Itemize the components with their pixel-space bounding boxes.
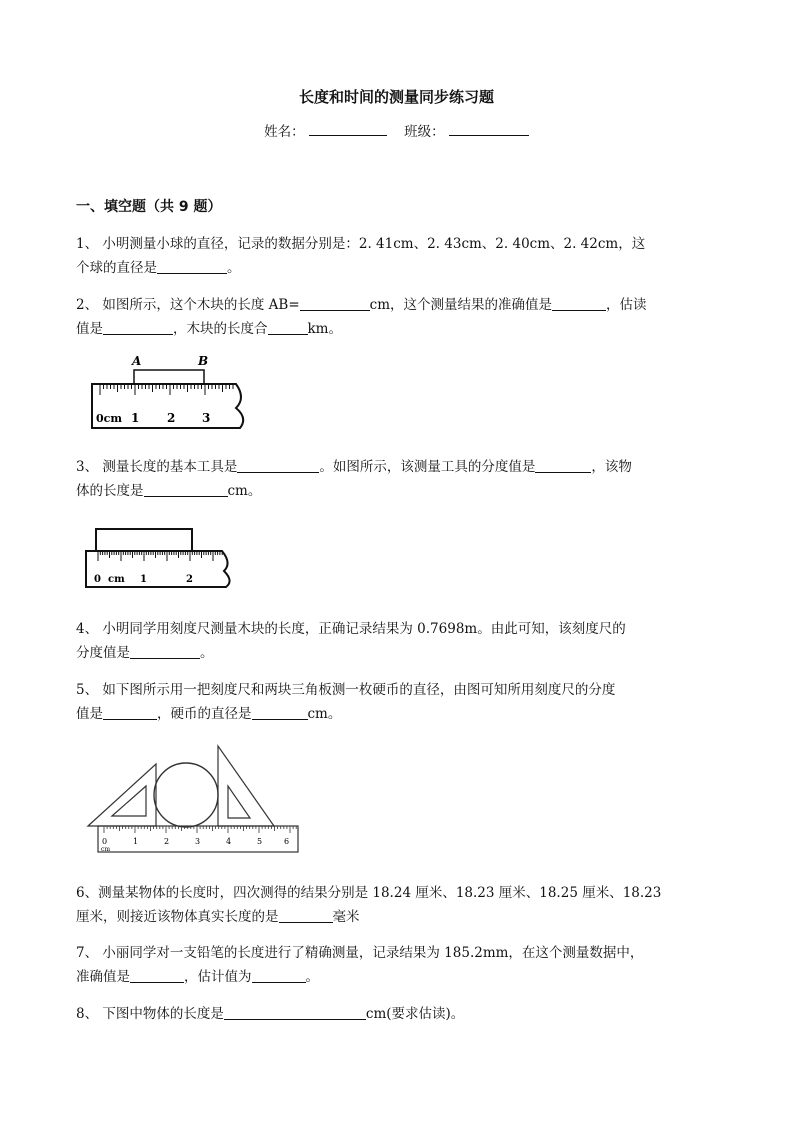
question-1 [76, 232, 716, 280]
question-text: 个球的直径是 [76, 260, 157, 276]
question-7 [76, 941, 716, 989]
figure-coin-triangles [84, 742, 306, 858]
tick-label: 4 [226, 837, 232, 846]
tick-label: 1 [133, 837, 139, 846]
answer-blank[interactable] [130, 643, 200, 659]
answer-blank[interactable] [252, 967, 306, 983]
answer-blank[interactable] [268, 319, 308, 335]
point-a-label: A [132, 354, 142, 368]
figure-ruler-object [82, 525, 237, 593]
answer-blank[interactable] [237, 457, 319, 473]
question-3 [76, 455, 716, 503]
answer-blank[interactable] [157, 258, 227, 274]
question-text: cm。 [227, 483, 262, 499]
question-text: cm，这个测量结果的准确值是 [369, 297, 553, 313]
question-line [76, 965, 716, 989]
question-line [76, 702, 716, 726]
answer-blank[interactable] [252, 704, 308, 720]
tick-label: 0 [94, 574, 101, 585]
answer-blank[interactable] [130, 967, 184, 983]
answer-blank[interactable] [279, 907, 333, 923]
tick-label: 3 [195, 837, 201, 846]
question-text: km。 [307, 321, 342, 337]
name-label: 姓名： [264, 124, 305, 140]
question-line: 7、 小丽同学对一支铅笔的长度进行了精确测量，记录结果为 185.2mm，在这个测量数据中， [76, 945, 644, 961]
question-text: ，估读 [606, 297, 647, 313]
question-line: 6、测量某物体的长度时，四次测得的结果分别是 18.24 厘米、18.23 厘米、18.25 厘米、18.23 [76, 885, 662, 901]
question-line [76, 641, 716, 665]
question-line [76, 1002, 716, 1026]
question-6 [76, 881, 716, 929]
tick-label: 0 [102, 837, 108, 846]
question-text: 值是 [76, 321, 103, 337]
answer-blank[interactable] [300, 295, 370, 311]
answer-blank[interactable] [224, 1004, 366, 1020]
question-text: 毫米 [332, 909, 360, 925]
question-line [76, 479, 716, 503]
tick-label: cm [108, 574, 125, 585]
question-line [76, 256, 716, 280]
question-text: 。如图所示，该测量工具的分度值是 [319, 459, 536, 475]
point-b-label: B [198, 354, 209, 368]
tick-label: 2 [164, 837, 170, 846]
question-text: ，木块的长度合 [173, 321, 268, 337]
question-line: 5、 如下图所示用一把刻度尺和两块三角板测一枚硬币的直径，由图可知所用刻度尺的分度 [76, 682, 616, 698]
tick-label: 2 [167, 411, 176, 425]
measured-object [96, 529, 192, 551]
question-text: 厘米，则接近该物体真实长度的是 [76, 909, 279, 925]
figure-ruler-ab [88, 350, 253, 432]
answer-blank[interactable] [552, 295, 606, 311]
question-text: 体的长度是 [76, 483, 144, 499]
answer-blank[interactable] [103, 704, 157, 720]
question-text: 值是 [76, 706, 103, 722]
question-line [76, 455, 716, 479]
question-5 [76, 678, 716, 726]
question-text: ，硬币的直径是 [157, 706, 252, 722]
right-triangle-inner [228, 786, 250, 818]
answer-blank[interactable] [535, 457, 591, 473]
coin [154, 763, 218, 827]
answer-blank[interactable] [103, 319, 173, 335]
tick-label: 1 [131, 411, 140, 425]
right-triangle [218, 746, 274, 826]
question-line [76, 905, 716, 929]
tick-label: 1 [140, 574, 147, 585]
question-text: 8、 下图中物体的长度是 [76, 1006, 224, 1022]
question-8 [76, 1002, 716, 1026]
question-text: 。 [227, 260, 241, 276]
left-triangle-inner [112, 786, 146, 816]
question-text: 分度值是 [76, 645, 130, 661]
class-blank[interactable] [449, 121, 529, 136]
answer-blank[interactable] [144, 481, 228, 497]
tick-label: 2 [186, 574, 193, 585]
name-blank[interactable] [309, 121, 387, 136]
section-title: 一、填空题（共 9 题） [76, 199, 222, 215]
class-label: 班级： [404, 124, 445, 140]
student-info-line [0, 120, 793, 140]
question-text: 。 [200, 645, 214, 661]
question-line: 1、 小明测量小球的直径，记录的数据分别是：2. 41cm、2. 43cm、2. 40cm、2. 42cm，这 [76, 236, 646, 252]
question-text: 。 [305, 969, 319, 985]
question-line [76, 317, 716, 341]
question-2 [76, 293, 716, 341]
question-text: 2、 如图所示，这个木块的长度 AB= [76, 297, 300, 313]
question-text: 准确值是 [76, 969, 130, 985]
tick-label: 3 [202, 411, 211, 425]
question-text: cm(要求估读)。 [365, 1006, 465, 1022]
question-text: 3、 测量长度的基本工具是 [76, 459, 238, 475]
tick-label: 6 [284, 837, 290, 846]
question-text: cm。 [307, 706, 342, 722]
tick-label: 5 [257, 837, 263, 846]
wood-block [134, 370, 204, 384]
tick-label: cm [101, 846, 111, 853]
question-text: ，该物 [591, 459, 632, 475]
tick-label: 0cm [96, 412, 122, 425]
page-title: 长度和时间的测量同步练习题 [298, 88, 494, 106]
question-line: 4、 小明同学用刻度尺测量木块的长度，正确记录结果为 0.7698m。由此可知，该刻度尺的 [76, 621, 626, 637]
question-line [76, 293, 716, 317]
question-text: ，估计值为 [184, 969, 252, 985]
question-4 [76, 617, 716, 665]
